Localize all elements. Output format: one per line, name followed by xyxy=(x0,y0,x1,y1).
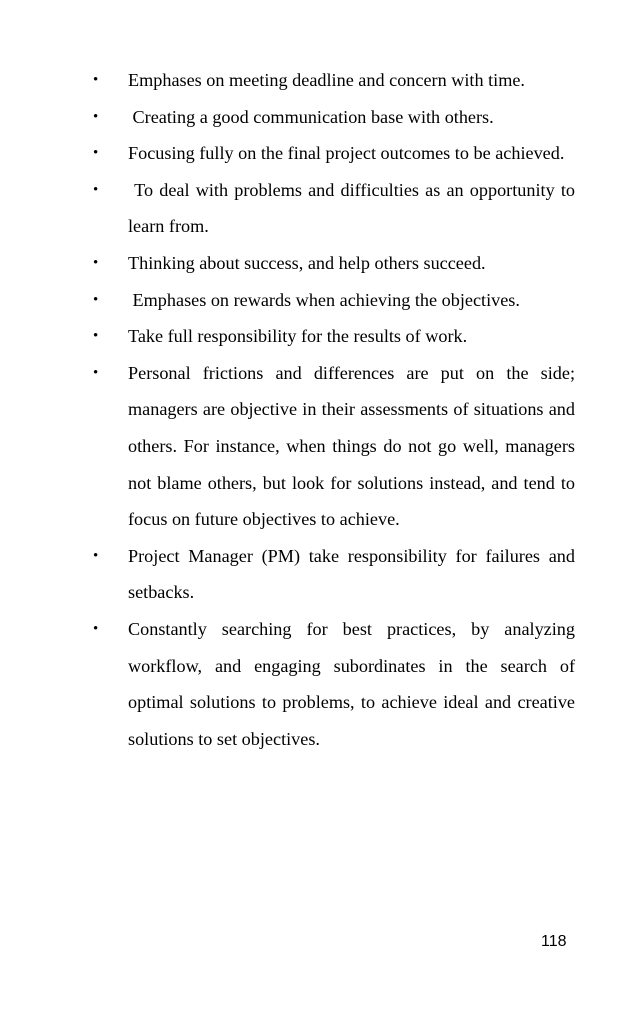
list-item xyxy=(93,172,575,245)
page-number: 118 xyxy=(541,933,567,950)
bullet-icon: • xyxy=(93,254,99,271)
list-item xyxy=(93,245,575,282)
list-item xyxy=(93,135,575,172)
list-item xyxy=(93,282,575,319)
list-item-text: Project Manager (PM) take responsibility for failures and setbacks. xyxy=(128,545,575,603)
list-item-text: Creating a good communication base with others. xyxy=(128,106,494,127)
list-item-text: Focusing fully on the final project outcomes to be achieved. xyxy=(128,143,565,164)
bullet-icon: • xyxy=(93,108,99,125)
list-item xyxy=(93,62,575,99)
bullet-icon: • xyxy=(93,291,99,308)
bullet-icon: • xyxy=(93,547,99,564)
list-item xyxy=(93,355,575,538)
list-item-text: Constantly searching for best practices, by analyzing workflow, and engaging subordinates in the search of optimal solutions to problems, to achieve ideal and creative solutions to set objectives. xyxy=(128,618,575,749)
list-item-text: Emphases on rewards when achieving the objectives. xyxy=(128,289,520,310)
list-item xyxy=(93,99,575,136)
bullet-icon: • xyxy=(93,181,99,198)
list-item-text: Thinking about success, and help others succeed. xyxy=(128,252,486,273)
list-item-text: Personal frictions and differences are put on the side; managers are objective in their assessments of situations and others. For instance, when things do not go well, managers not blame others, but look for solutions instead, and tend to focus on future objectives to achieve. xyxy=(128,362,575,530)
bullet-icon: • xyxy=(93,364,99,381)
list-item-text: Take full responsibility for the results of work. xyxy=(128,326,468,347)
bullet-icon: • xyxy=(93,72,99,88)
bullet-icon: • xyxy=(93,620,99,637)
list-item-text: To deal with problems and difficulties as an opportunity to learn from. xyxy=(128,179,575,237)
bullet-list xyxy=(93,62,575,757)
list-item xyxy=(93,538,575,611)
list-item-text: Emphases on meeting deadline and concern with time. xyxy=(128,70,525,90)
list-item xyxy=(93,611,575,757)
bullet-icon: • xyxy=(93,145,99,162)
list-item xyxy=(93,318,575,355)
bullet-icon: • xyxy=(93,328,99,345)
